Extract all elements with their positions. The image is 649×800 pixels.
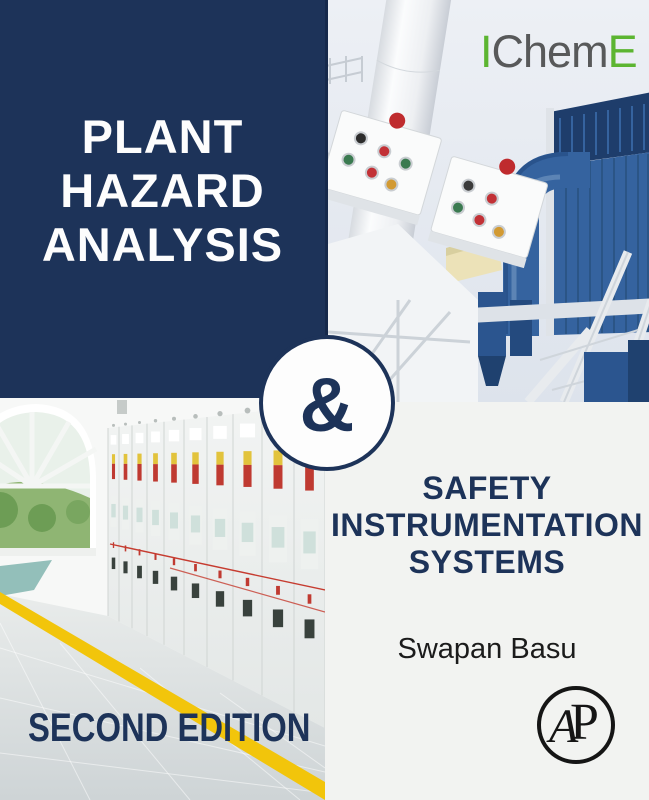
ap-letter-p: P: [570, 694, 599, 751]
title-block: [0, 0, 325, 398]
subtitle-line-2: INSTRUMENTATION: [330, 507, 644, 543]
switchgear-room-photo: [0, 398, 325, 800]
icheme-e: E: [607, 26, 637, 77]
subtitle-line-1: SAFETY: [422, 470, 552, 506]
icheme-i: I: [480, 26, 492, 77]
ampersand-symbol: &: [299, 362, 355, 448]
industrial-plant-photo: [325, 0, 649, 402]
title-line-3: ANALYSIS: [41, 218, 284, 271]
icheme-logo: [480, 26, 637, 78]
academic-press-logo: [533, 682, 619, 768]
book-title: [0, 0, 325, 272]
ap-letter-a: A: [549, 700, 579, 753]
subtitle-panel: [325, 402, 649, 800]
ampersand-badge: [259, 335, 395, 471]
title-line-1: PLANT: [81, 110, 244, 163]
author-name: Swapan Basu: [397, 633, 577, 665]
subtitle-line-3: SYSTEMS: [408, 544, 566, 580]
title-line-2: HAZARD: [60, 164, 265, 217]
icheme-chem: Chem: [491, 26, 608, 77]
wall-conduit: [117, 400, 127, 414]
arched-window-icon: [0, 404, 96, 556]
edition-label: SECOND EDITION: [28, 706, 311, 750]
